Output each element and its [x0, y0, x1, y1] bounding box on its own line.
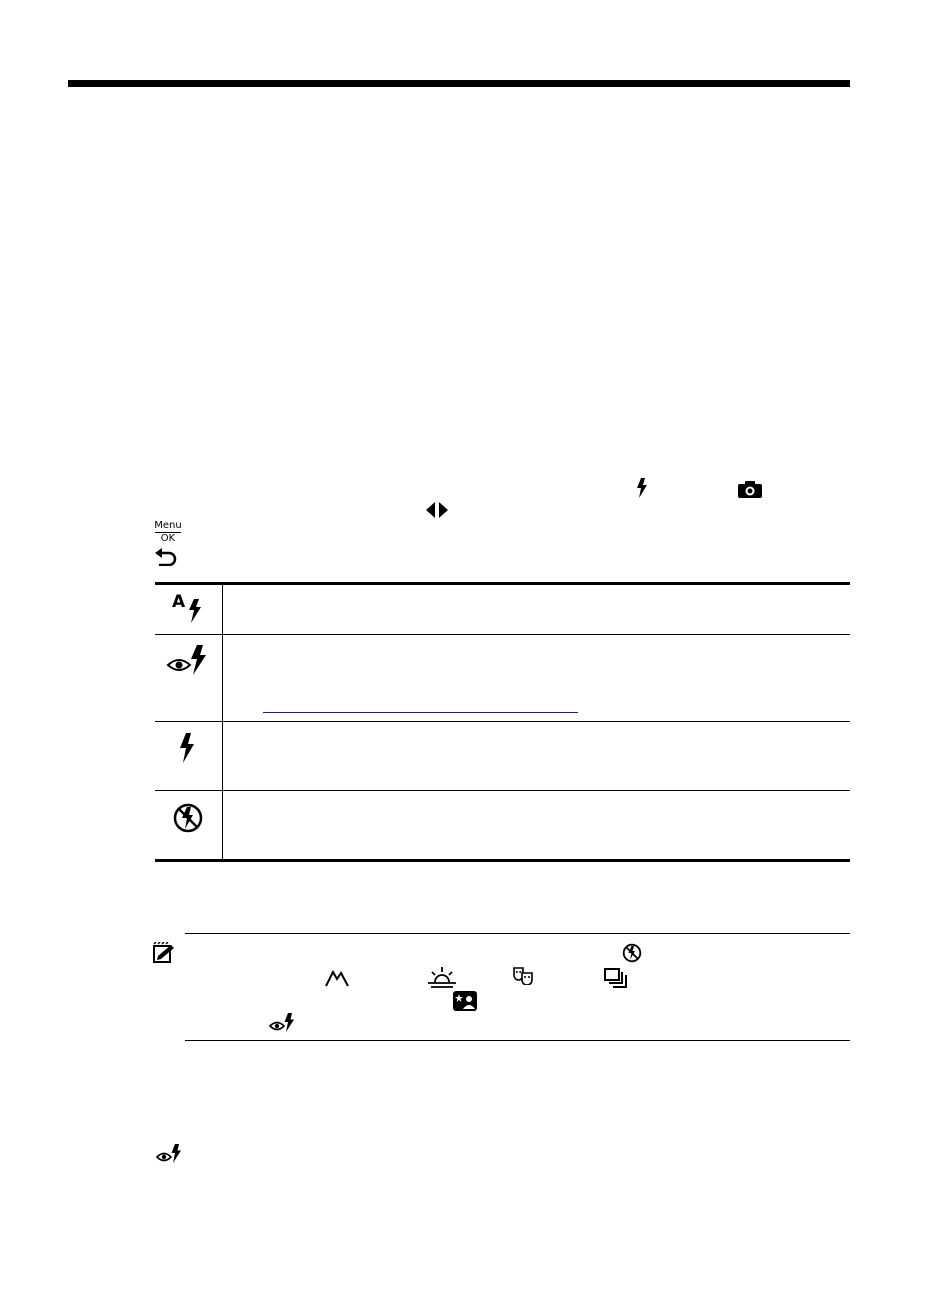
burst-icon — [604, 968, 628, 988]
landscape-icon — [325, 969, 349, 987]
table-bottom-rule — [155, 859, 850, 862]
auto-flash-icon — [172, 594, 206, 624]
camera-icon — [738, 480, 762, 498]
top-rule — [68, 80, 850, 87]
table-row-divider — [155, 721, 850, 722]
table-column-divider — [222, 585, 223, 860]
red-eye-flash-icon — [156, 1144, 182, 1164]
flash-off-icon — [622, 943, 642, 963]
flash-off-icon — [172, 802, 204, 834]
ok-label: OK — [160, 533, 176, 544]
back-arrow-icon — [155, 548, 177, 566]
night-portrait-icon — [453, 991, 477, 1011]
red-eye-flash-icon — [269, 1013, 295, 1033]
menu-ok-icon — [153, 521, 183, 544]
left-right-arrows-icon — [426, 502, 448, 518]
table-row-divider — [155, 634, 850, 635]
auto-flash-letter: A — [172, 592, 186, 612]
flash-on-icon — [179, 733, 195, 763]
red-eye-flash-icon — [166, 645, 208, 675]
note-icon — [153, 942, 177, 964]
note-top-rule — [185, 933, 850, 934]
table-top-rule — [155, 582, 850, 585]
flash-icon — [636, 478, 648, 498]
table-row-divider — [155, 790, 850, 791]
theatre-icon — [513, 967, 533, 985]
sunset-icon — [428, 966, 456, 988]
note-bottom-rule — [185, 1040, 850, 1041]
table-link-underline[interactable] — [263, 712, 578, 713]
menu-label: Menu — [154, 520, 182, 531]
